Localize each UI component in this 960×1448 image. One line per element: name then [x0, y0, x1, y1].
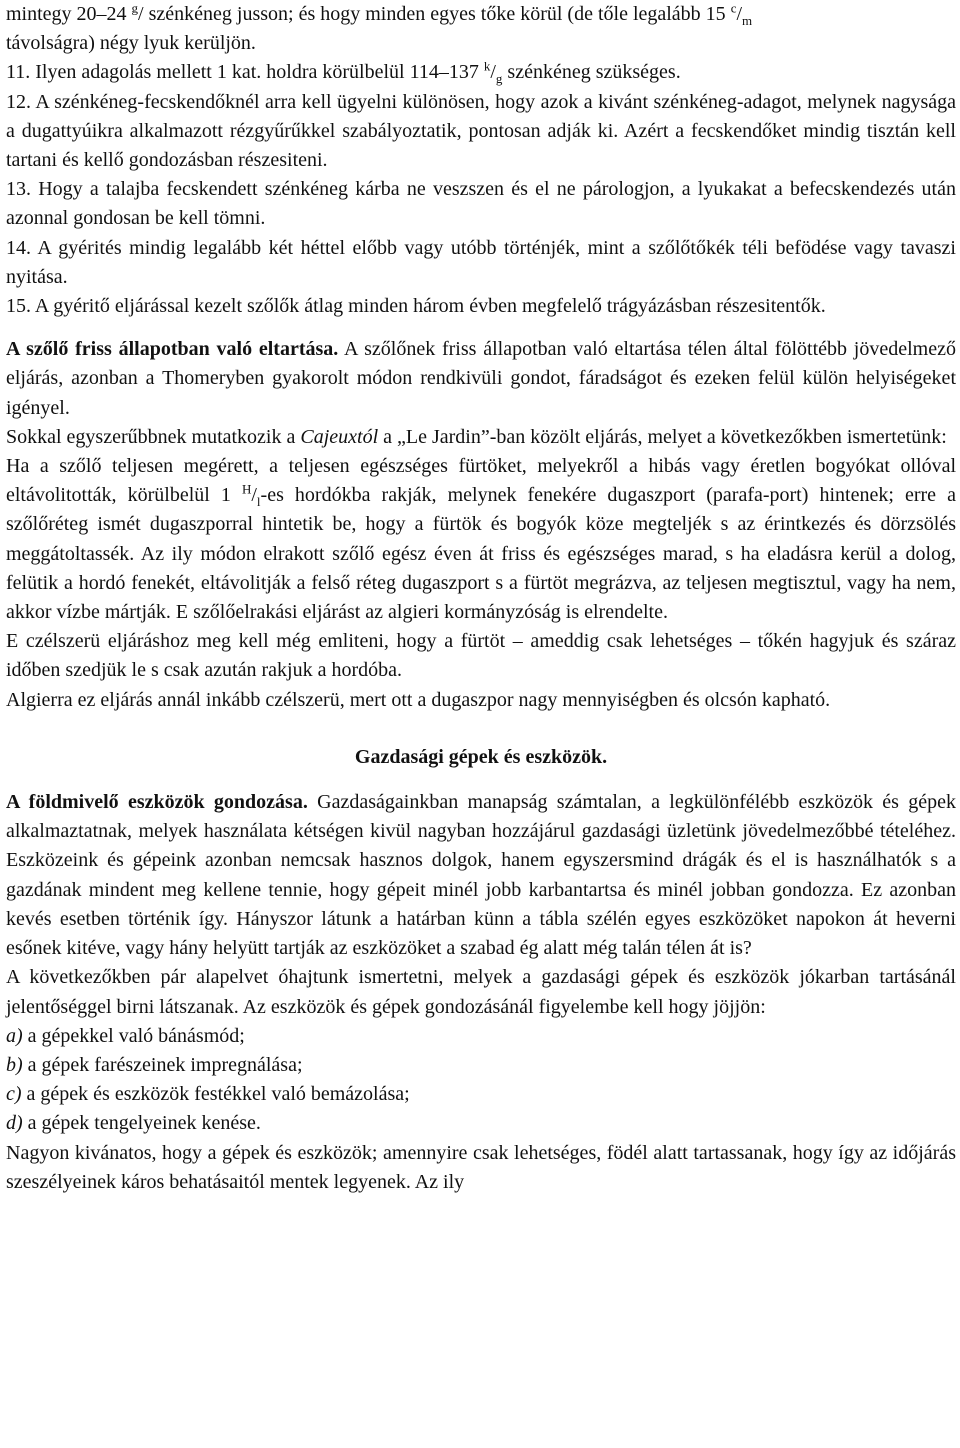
text-run: A szőlőnek friss állapotban való eltartása télen által fölöttébb jövedelmező eljárás, azonban a Thomeryben gyakorolt módon rendkivüli gondot, fáradságot és ezeken felül külön helyiségeket igényel. [6, 338, 956, 419]
text-run: 11. Ilyen adagolás mellett 1 kat. holdra körülbelül 114–137 [6, 61, 484, 84]
fraction-denominator: m [742, 13, 753, 28]
text-run: szénkéneg szükséges. [502, 61, 681, 84]
fraction-numerator: g [131, 0, 139, 16]
text-run: távolságra) négy lyuk kerüljön. [6, 32, 256, 55]
paragraph-item-15: 15. A gyéritő eljárással kezelt szőlők átlag minden három évben megfelelő trágyázásban részesitentők. [6, 295, 826, 318]
fraction-numerator: H [241, 481, 252, 497]
section-title: Gazdasági gépek és eszközök. [354, 745, 608, 768]
fraction-numerator: k [483, 58, 491, 74]
text-run: -es hordókba rakják, melynek fenekére dugaszport (parafa-port) hintenek; erre a szőlőréteg ismét dugaszporral hintetik be, hogy a fürtök és bogyók köze megteljék s az érintkezés és dörzsölés meggátoltassék. Az ily módon elrakott szőlő egész éven át friss és egészséges marad, s ha eladásra kerül a dolog, felütik a hordó fenekét, eltávolitják a felső réteg dugaszport s a fürtöt megrázva, az teljesen megtisztul, vagy ha nem, akkor vízbe mártják. E szőlőelrakási eljárást az algieri kormányzóság is elrendelte. [6, 484, 956, 624]
paragraph-item-12: 12. A szénkéneg-fecskendőknél arra kell ügyelni különösen, hogy azok a kivánt szénkéneg-adagot, melynek nagysága a dugattyúikra alkalmazott rézgyűrűkkel szabályoztatik, pontosan adják ki. Azért a fecskendőket mindig tisztán kell tartani és kellő gondozásban részesiteni. [6, 90, 956, 172]
list-text: a gépek és eszközök festékkel való bemázolása; [21, 1083, 410, 1106]
text-run: a „Le Jardin”-ban közölt eljárás, melyet a következőkben ismertetünk: [378, 425, 947, 448]
text-run: mintegy 20–24 [6, 3, 132, 25]
list-item [6, 1022, 956, 1051]
list-item [6, 1080, 956, 1109]
paragraph-algeria: Algierra ez eljárás annál inkább czélszerü, mert ott a dugaszpor nagy mennyiségben és olcsón kapható. [6, 688, 831, 711]
list-marker: a) [6, 1024, 23, 1047]
subsection-heading: A földmivelő eszközök gondozása. [6, 791, 308, 814]
list-marker: b) [6, 1053, 23, 1076]
paragraph-fresh-grapes [6, 335, 956, 423]
paragraph-intro: mintegy 20–24 $^g$/ szénkéneg jusson; és hogy minden egyes tőke körül (de tőle legalább 15 $^c/_m$ távolságra) négy lyuk kerüljön. [6, 0, 753, 55]
list-item [6, 1109, 956, 1138]
list-item [6, 1051, 956, 1080]
paragraph-note: E czélszerü eljáráshoz meg kell még emliteni, hogy a fürtöt – ameddig csak lehetséges – tőkén hagyjuk és száraz időben szedjük le s csak azután rakjuk a hordóba. [6, 630, 956, 682]
list-text: a gépek farészeinek impregnálása; [22, 1053, 303, 1076]
text-run: Sokkal egyszerűbbnek mutatkozik a [6, 425, 301, 448]
text-run: Gazdaságainkban manapság számtalan, a legkülönfélébb eszközök és gépek alkalmaztatnak, melyek használata kétségen kivül nagyban hozzájárul gazdasági üzletünk jövedelmezőbbé tételéhez. Eszközeink és gépeink azonban nemcsak hasznos dolgok, hanem egyszersmind drágák és el is használhatók s a gazdának mindent meg kellene tennie, hogy gépeit minél jobb karbantartsa és minél jobban gondozza. Ez azonban kevés esetben történik így. Hányszor látunk a határban künn a tábla szélén egyes eszközöket napokon át heverni esőnek kitéve, vagy hány helyütt tartják az eszközöket a szabad ég alatt még talán télen át is? [6, 791, 956, 960]
list-text: a gépekkel való bánásmód; [22, 1024, 245, 1047]
paragraph-item-11: 11. Ilyen adagolás mellett 1 kat. holdra körülbelül 114–137 $^k/_g$ szénkéneg szükséges. [6, 58, 681, 87]
fraction-denominator: l [256, 494, 261, 510]
paragraph-principles: A következőkben pár alapelvet óhajtunk ismertetni, melyek a gazdasági gépek és eszközök jókarban tartásánál jelentőséggel birni látszanak. Az eszközök és gépek gondozásánál figyelembe kell hogy jöjjön: [6, 966, 956, 1018]
paragraph-closing: Nagyon kivánatos, hogy a gépek és eszközök; amennyire csak lehetséges, födél alatt tartassanak, hogy így az időjárás szeszélyeinek káros behatásaitól mentek legyenek. Az ily [6, 1141, 956, 1193]
fraction-numerator: c [730, 0, 737, 16]
paragraph-item-13: 13. Hogy a talajba fecskendett szénkéneg kárba ne veszszen és el ne párologjon, a lyukakat a befecskendezés után azonnal gondosan be kell tömni. [6, 178, 956, 230]
italic-text: Cajeuxtól [300, 425, 379, 448]
fraction-denominator: g [495, 71, 503, 87]
list-marker: c) [6, 1083, 22, 1106]
paragraph-tools-care [6, 788, 956, 963]
paragraph-method: Ha a szőlő teljesen megérett, a teljesen egészséges fürtöket, melyekről a hibás vagy éretlen bogyókat ollóval eltávolitották, körülbelül 1 $^H/_l-es$ hordókba rakják, melynek fenekére dugaszport (parafa-port) hintenek; erre a szőlőréteg ismét dugaszporral hintetik be, hogy a fürtök és bogyók köze megteljék s az érintkezés és dörzsölés meggátoltassék. Az ily módon elrakott szőlő egész éven át friss és egészséges marad, s ha eladásra kerül a dolog, felütik a hordó fenekét, eltávolitják a felső réteg dugaszport s a fürtöt megrázva, az teljesen megtisztul, vagy ha nem, akkor vízbe mártják. E szőlőelrakási eljárást az algieri kormányzóság is elrendelte. [6, 455, 956, 624]
text-run: / szénkéneg jusson; és hogy minden egyes tőke körül (de tőle legalább 15 [138, 3, 731, 25]
document-page [6, 0, 956, 1197]
paragraph-cajeux [6, 423, 956, 452]
subsection-heading: A szőlő friss állapotban való eltartása. [6, 338, 339, 361]
paragraph-item-14: 14. A gyérités mindig legalább két héttel előbb vagy utóbb történjék, mint a szőlőtőkék téli befödése vagy tavaszi nyitása. [6, 236, 956, 288]
text-run: Ha a szőlő teljesen megérett, a teljesen egészséges fürtöket, melyekről a hibás vagy éretlen bogyókat ollóval eltávolitották, körülbelül 1 [6, 455, 956, 507]
list-marker: d) [6, 1112, 23, 1135]
list-text: a gépek tengelyeinek kenése. [22, 1112, 261, 1135]
